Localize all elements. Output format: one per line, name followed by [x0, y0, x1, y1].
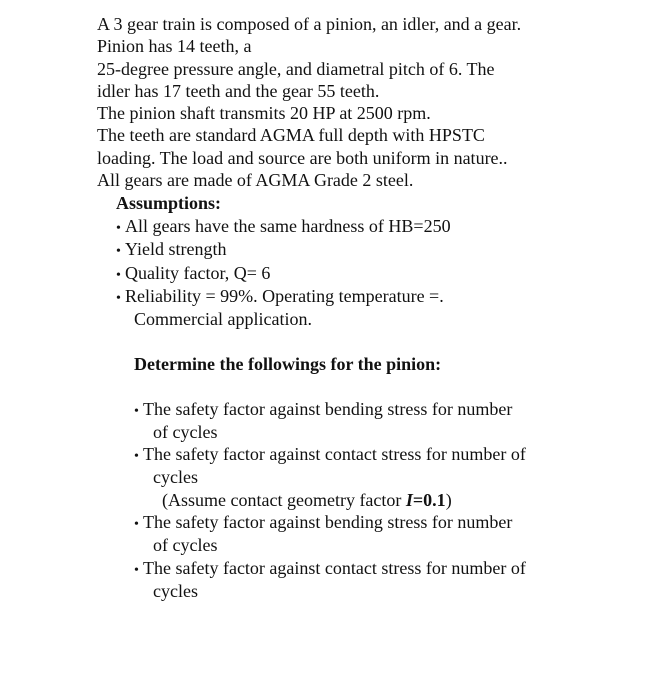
intro-line-3: 25-degree pressure angle, and diametral pitch of 6. The [97, 59, 495, 79]
task-item [134, 511, 512, 536]
task-item-continuation: of cycles [153, 422, 218, 442]
note-suffix: ) [445, 490, 452, 510]
intro-line-7: loading. The load and source are both uniform in nature.. [97, 148, 508, 168]
task-item [134, 398, 512, 423]
intro-line-1: A 3 gear train is composed of a pinion, an idler, and a gear. [97, 14, 522, 34]
bullet-icon: • [116, 291, 121, 306]
task-item-text: The safety factor against bending stress for number [143, 512, 513, 532]
assumption-item [116, 285, 444, 310]
contact-geometry-note [162, 489, 452, 511]
bullet-icon: • [134, 563, 139, 578]
task-item-continuation: cycles [153, 581, 198, 601]
task-item-text: The safety factor against contact stress for number of [143, 558, 526, 578]
intro-line-2: Pinion has 14 teeth, a [97, 36, 252, 56]
intro-line-8: All gears are made of AGMA Grade 2 steel. [97, 170, 414, 190]
task-item-text: The safety factor against contact stress for number of [143, 444, 526, 464]
assumption-continuation: Commercial application. [134, 309, 312, 329]
task-heading: Determine the followings for the pinion: [134, 354, 442, 374]
note-prefix: (Assume contact geometry factor [162, 490, 406, 510]
task-item [134, 443, 526, 468]
bullet-icon: • [116, 268, 121, 283]
assumption-text: All gears have the same hardness of HB=250 [125, 216, 451, 236]
assumption-text: Quality factor, Q= 6 [125, 263, 271, 283]
intro-line-4: idler has 17 teeth and the gear 55 teeth. [97, 81, 380, 101]
task-item-continuation: of cycles [153, 535, 218, 555]
bullet-icon: • [134, 404, 139, 419]
task-item [134, 557, 526, 582]
assumption-item [116, 238, 227, 263]
bullet-icon: • [134, 517, 139, 532]
bullet-icon: • [116, 221, 121, 236]
assumption-item [116, 262, 270, 287]
task-item-text: The safety factor against bending stress for number [143, 399, 513, 419]
bullet-icon: • [116, 244, 121, 259]
bullet-icon: • [134, 449, 139, 464]
note-value: =0.1 [412, 490, 446, 510]
task-item-continuation: cycles [153, 467, 198, 487]
intro-line-6: The teeth are standard AGMA full depth with HPSTC [97, 125, 485, 145]
assumption-text: Yield strength [125, 239, 227, 259]
note-symbol: I [405, 490, 413, 510]
assumption-text: Reliability = 99%. Operating temperature =. [125, 286, 444, 306]
assumptions-heading: Assumptions: [116, 193, 222, 213]
assumption-item [116, 215, 451, 240]
intro-line-5: The pinion shaft transmits 20 HP at 2500 rpm. [97, 103, 431, 123]
